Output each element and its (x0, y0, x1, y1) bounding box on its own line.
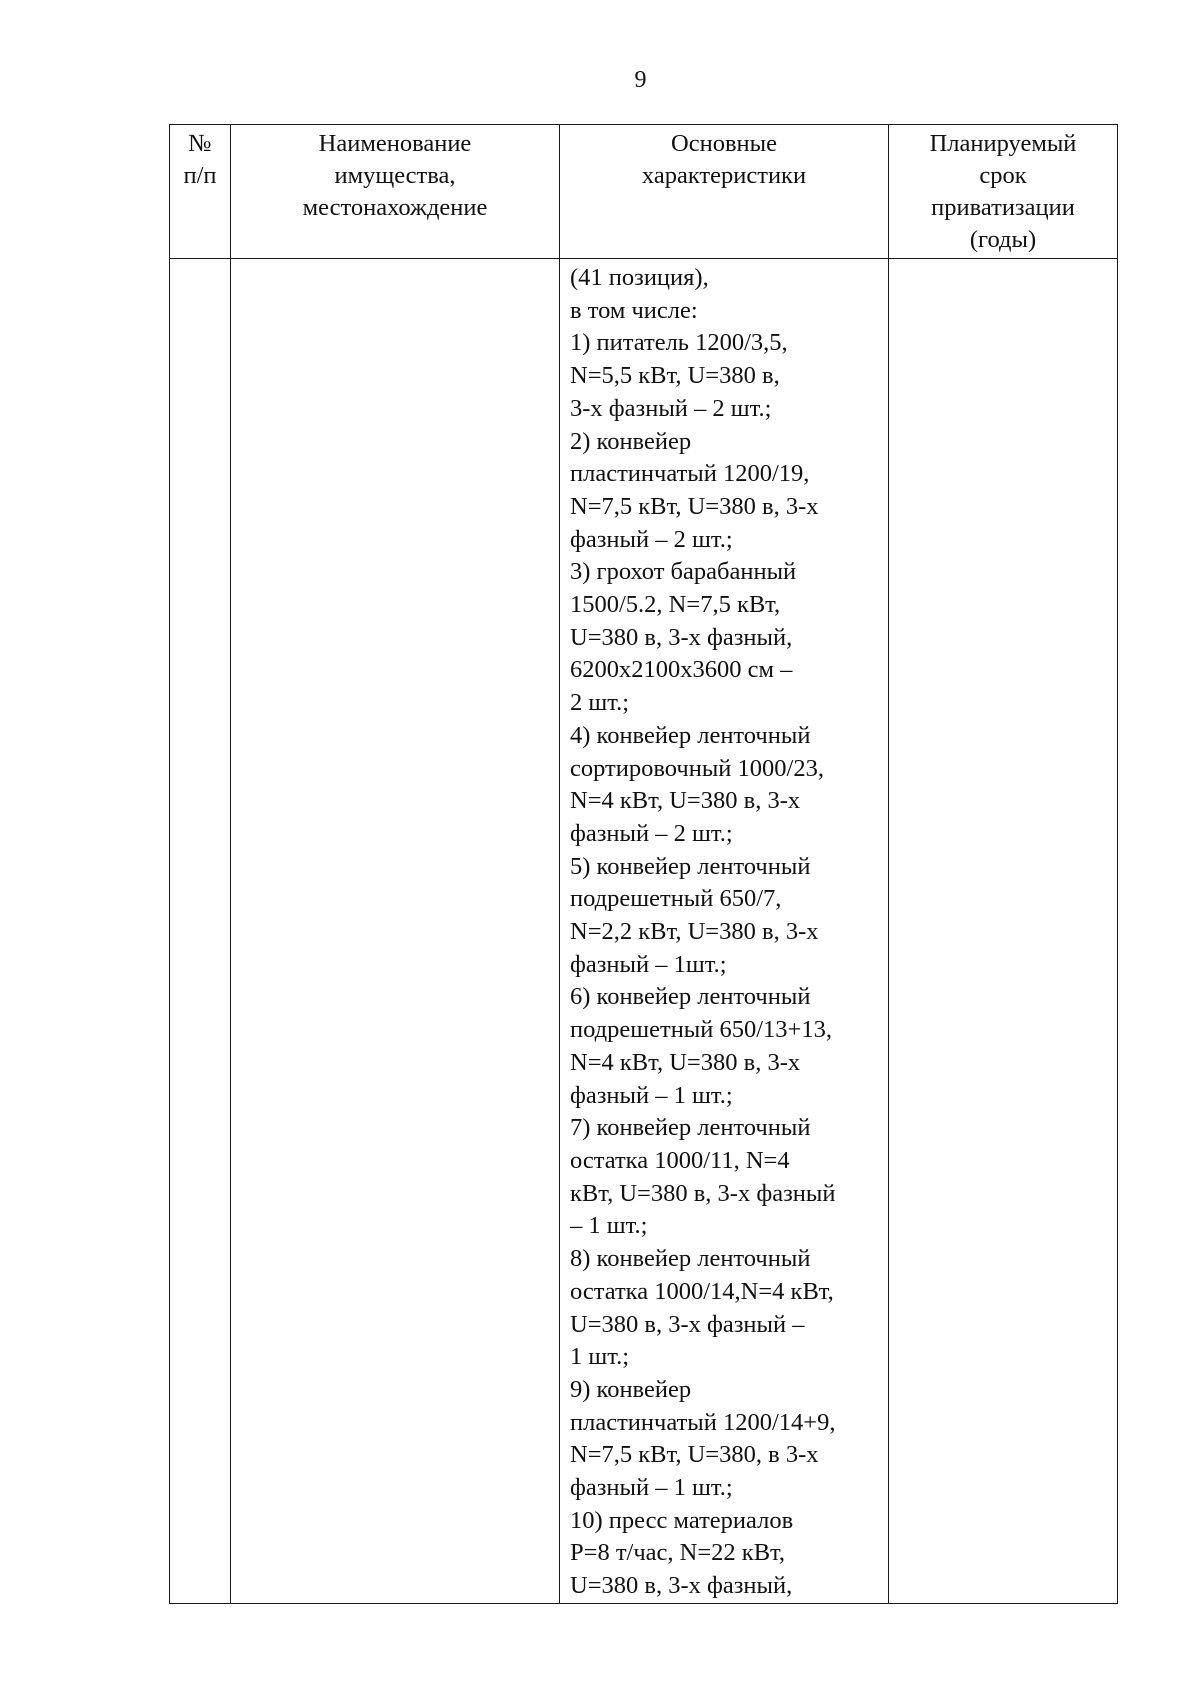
spec-line: U=380 в, 3-х фазный, (570, 1572, 793, 1600)
spec-line: N=4 кВт, U=380 в, 3-х (570, 787, 801, 815)
header-line: п/п (183, 162, 217, 189)
spec-line: 10) пресс материалов (570, 1506, 794, 1534)
spec-line: 2) конвейер (570, 427, 692, 455)
spec-line: 1 шт.; (570, 1343, 630, 1371)
cell-number (170, 259, 231, 1604)
header-line: имущества, (334, 162, 456, 189)
spec-line: фазный – 1 шт.; (570, 1081, 733, 1109)
spec-line: N=5,5 кВт, U=380 в, (570, 362, 780, 390)
spec-line: N=7,5 кВт, U=380 в, 3-х (570, 492, 819, 520)
spec-line: подрешетный 650/7, (570, 885, 782, 913)
header-line: Основные (671, 130, 777, 157)
spec-line: 1) питатель 1200/3,5, (570, 329, 788, 357)
header-line: № (188, 130, 212, 157)
spec-line: 1500/5.2, N=7,5 кВт, (570, 591, 781, 619)
spec-line: 5) конвейер ленточный (570, 852, 811, 880)
table-row (170, 259, 1118, 1604)
header-line: местонахождение (302, 194, 488, 221)
header-number (170, 125, 231, 259)
privatization-table (169, 124, 1118, 1604)
table-header-row (170, 125, 1118, 259)
spec-line: 6) конвейер ленточный (570, 983, 811, 1011)
cell-characteristics (560, 259, 889, 1604)
page-number: 9 (634, 67, 647, 93)
spec-line: пластинчатый 1200/19, (570, 460, 810, 488)
spec-line: фазный – 1шт.; (570, 950, 727, 978)
spec-line: (41 позиция), (570, 264, 709, 291)
spec-line: подрешетный 650/13+13, (570, 1016, 832, 1044)
spec-line: 7) конвейер ленточный (570, 1114, 811, 1142)
header-line: (годы) (969, 226, 1037, 253)
spec-line: Р=8 т/час, N=22 кВт, (570, 1539, 786, 1567)
spec-line: N=4 кВт, U=380 в, 3-х (570, 1048, 801, 1076)
spec-line: N=2,2 кВт, U=380 в, 3-х (570, 918, 819, 946)
header-privatization-term (889, 125, 1118, 259)
spec-line: фазный – 2 шт.; (570, 819, 733, 847)
spec-line: N=7,5 кВт, U=380, в 3-х (570, 1441, 819, 1469)
spec-line: 9) конвейер (570, 1375, 692, 1403)
spec-line: 2 шт.; (570, 689, 630, 717)
header-line: срок (979, 162, 1027, 189)
spec-line: 3) грохот барабанный (570, 558, 797, 586)
spec-line: сортировочный 1000/23, (570, 754, 824, 782)
header-line: характеристики (641, 162, 807, 189)
spec-line: пластинчатый 1200/14+9, (570, 1408, 836, 1436)
header-line: Планируемый (929, 130, 1077, 157)
spec-line: кВт, U=380 в, 3-х фазный (570, 1179, 836, 1207)
spec-line: 8) конвейер ленточный (570, 1245, 811, 1273)
header-line: Наименование (318, 130, 472, 157)
spec-line: фазный – 1 шт.; (570, 1474, 733, 1502)
spec-line: остатка 1000/14,N=4 кВт, (570, 1277, 834, 1305)
spec-line: 6200х2100х3600 см – (570, 656, 793, 684)
spec-line: U=380 в, 3-х фазный, (570, 623, 793, 651)
header-line: приватизации (931, 194, 1075, 221)
header-characteristics (560, 125, 889, 259)
spec-line: остатка 1000/11, N=4 (570, 1146, 790, 1174)
spec-line: фазный – 2 шт.; (570, 525, 733, 553)
spec-line: 3-х фазный – 2 шт.; (570, 394, 772, 422)
header-name-location (231, 125, 560, 259)
spec-line: U=380 в, 3-х фазный – (570, 1310, 805, 1338)
spec-line: 4) конвейер ленточный (570, 721, 811, 749)
cell-name-location (231, 259, 560, 1604)
spec-line: в том числе: (570, 296, 698, 324)
spec-line: – 1 шт.; (570, 1212, 648, 1240)
cell-privatization-term (889, 259, 1118, 1604)
